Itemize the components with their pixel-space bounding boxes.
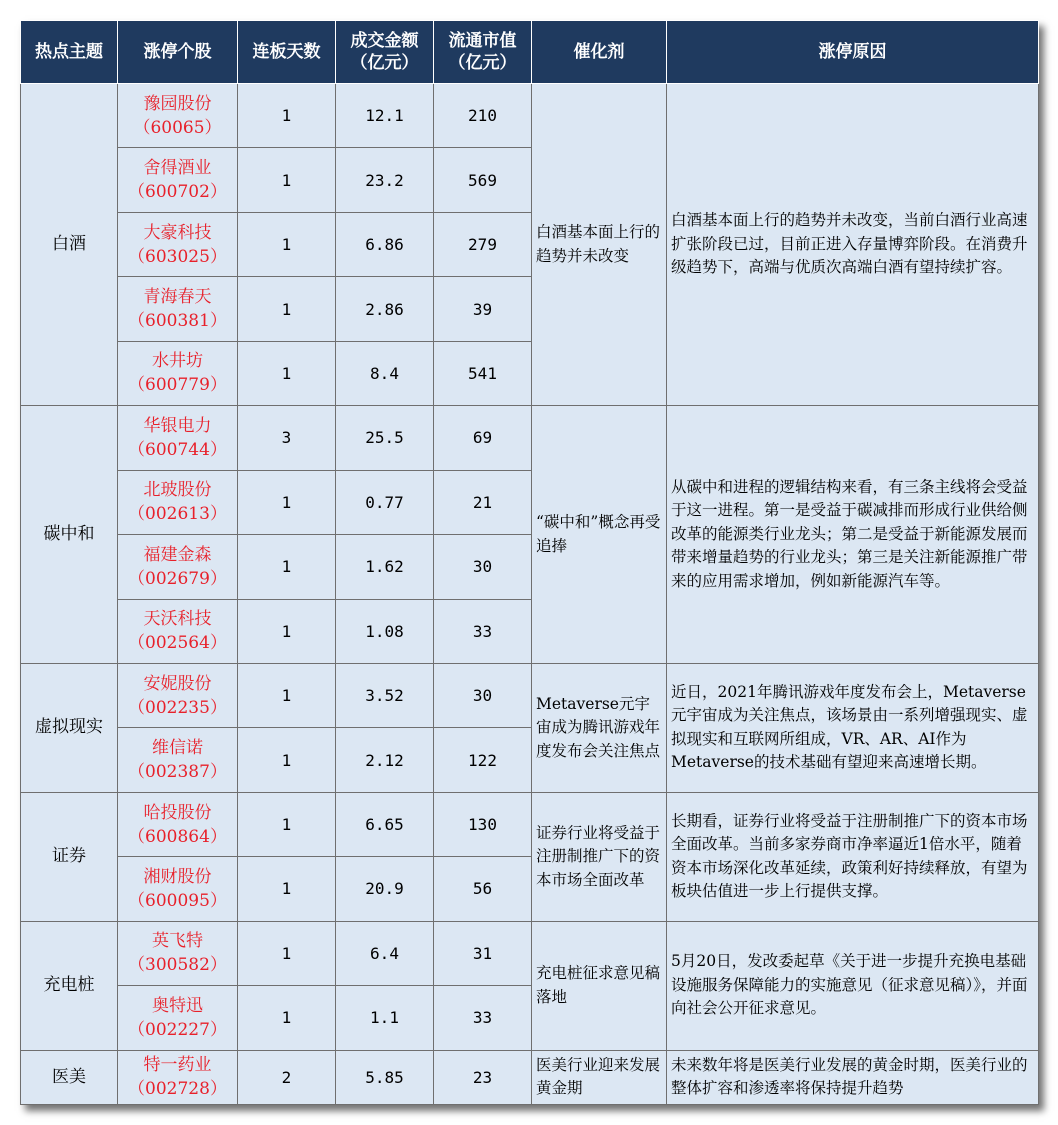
catalyst-cell: “碳中和”概念再受追捧	[532, 406, 667, 664]
consecutive-days-cell: 3	[238, 406, 336, 470]
stock-name: 华银电力	[143, 415, 212, 436]
stock-cell	[118, 857, 238, 921]
stock-cell	[118, 148, 238, 212]
stock-row	[21, 792, 1039, 856]
reason-cell: 白酒基本面上行的趋势并未改变，当前白酒行业高速扩张阶段已过，目前正进入存量博弈阶段。在消费升级趋势下，高端与优质次高端白酒有望持续扩容。	[667, 84, 1039, 406]
consecutive-days-cell: 1	[238, 148, 336, 212]
header-turnover-line1: 成交金额	[350, 31, 419, 51]
turnover-cell: 8.4	[336, 341, 434, 405]
stock-row	[21, 406, 1039, 470]
reason-cell: 5月20日，发改委起草《关于进一步提升充换电基础设施服务保障能力的实施意见（征求意见稿）》，并面向社会公开征求意见。	[667, 921, 1039, 1050]
market-cap-cell: 56	[434, 857, 532, 921]
catalyst-cell: 证券行业将受益于注册制推广下的资本市场全面改革	[532, 792, 667, 921]
market-cap-cell: 30	[434, 535, 532, 599]
stock-code: （300582）	[128, 955, 227, 976]
catalyst-cell: Metaverse元宇宙成为腾讯游戏年度发布会关注焦点	[532, 663, 667, 792]
consecutive-days-cell: 1	[238, 277, 336, 341]
header-stock: 涨停个股	[118, 21, 238, 84]
stock-name: 湘财股份	[143, 866, 212, 887]
consecutive-days-cell: 2	[238, 1050, 336, 1104]
reason-cell: 长期看，证券行业将受益于注册制推广下的资本市场全面改革。当前多家券商市净率逼近1倍水平，随着资本市场深化改革延续，政策利好持续释放，有望为板块估值进一步上行提供支撑。	[667, 792, 1039, 921]
turnover-cell: 2.86	[336, 277, 434, 341]
market-cap-cell: 33	[434, 986, 532, 1050]
market-cap-cell: 21	[434, 470, 532, 534]
stock-name: 英飞特	[152, 931, 203, 952]
stock-name: 豫园股份	[143, 93, 212, 114]
header-mcap-line2: （亿元）	[448, 53, 517, 73]
stock-name: 天沃科技	[143, 609, 212, 630]
stock-name: 水井坊	[152, 351, 203, 372]
stock-name: 哈投股份	[143, 802, 212, 823]
turnover-cell: 20.9	[336, 857, 434, 921]
turnover-cell: 1.08	[336, 599, 434, 663]
stock-cell	[118, 663, 238, 727]
header-mcap-line1: 流通市值	[448, 31, 517, 51]
turnover-cell: 6.86	[336, 212, 434, 276]
consecutive-days-cell: 1	[238, 535, 336, 599]
market-cap-cell: 33	[434, 599, 532, 663]
stock-name: 大豪科技	[143, 222, 212, 243]
consecutive-days-cell: 1	[238, 663, 336, 727]
stock-code: （002564）	[128, 633, 227, 654]
header-row	[21, 21, 1039, 84]
stock-code: （603025）	[128, 246, 227, 267]
turnover-cell: 25.5	[336, 406, 434, 470]
market-cap-cell: 30	[434, 663, 532, 727]
market-cap-cell: 39	[434, 277, 532, 341]
stock-cell	[118, 470, 238, 534]
header-turnover	[336, 21, 434, 84]
stock-name: 北玻股份	[143, 480, 212, 501]
theme-cell: 虚拟现实	[21, 663, 118, 792]
catalyst-cell: 医美行业迎来发展黄金期	[532, 1050, 667, 1104]
theme-cell: 充电桩	[21, 921, 118, 1050]
market-cap-cell: 541	[434, 341, 532, 405]
market-cap-cell: 569	[434, 148, 532, 212]
turnover-cell: 23.2	[336, 148, 434, 212]
consecutive-days-cell: 1	[238, 599, 336, 663]
consecutive-days-cell: 1	[238, 341, 336, 405]
stock-cell	[118, 341, 238, 405]
stock-row	[21, 921, 1039, 985]
stock-code: （600864）	[128, 826, 227, 847]
theme-cell: 白酒	[21, 84, 118, 406]
turnover-cell: 1.1	[336, 986, 434, 1050]
stock-cell	[118, 986, 238, 1050]
stock-name: 特一药业	[143, 1055, 212, 1076]
turnover-cell: 3.52	[336, 663, 434, 727]
stock-cell	[118, 406, 238, 470]
stock-code: （002679）	[128, 568, 227, 589]
stock-code: （600095）	[128, 890, 227, 911]
stock-code: （002728）	[128, 1079, 227, 1100]
stock-name: 舍得酒业	[143, 158, 212, 179]
reason-cell: 近日，2021年腾讯游戏年度发布会上，Metaverse元宇宙成为关注焦点，该场景由一系列增强现实、虚拟现实和互联网所组成，VR、AR、AI作为Metaverse的技术基础有望迎来高速增长期。	[667, 663, 1039, 792]
theme-cell: 证券	[21, 792, 118, 921]
header-theme: 热点主题	[21, 21, 118, 84]
header-catalyst: 催化剂	[532, 21, 667, 84]
stock-row	[21, 1050, 1039, 1104]
theme-cell: 碳中和	[21, 406, 118, 664]
theme-cell: 医美	[21, 1050, 118, 1104]
consecutive-days-cell: 1	[238, 792, 336, 856]
stock-cell	[118, 1050, 238, 1104]
stock-code: （002387）	[128, 762, 227, 783]
turnover-cell: 1.62	[336, 535, 434, 599]
consecutive-days-cell: 1	[238, 986, 336, 1050]
turnover-cell: 6.65	[336, 792, 434, 856]
turnover-cell: 0.77	[336, 470, 434, 534]
stock-code: （002235）	[128, 697, 227, 718]
market-cap-cell: 69	[434, 406, 532, 470]
stock-code: （600779）	[128, 375, 227, 396]
limit-up-stocks-table	[20, 20, 1039, 1105]
stock-code: （002613）	[128, 504, 227, 525]
stock-code: （002227）	[128, 1019, 227, 1040]
catalyst-cell: 充电桩征求意见稿落地	[532, 921, 667, 1050]
reason-cell: 未来数年将是医美行业发展的黄金时期，医美行业的整体扩容和渗透率将保持提升趋势	[667, 1050, 1039, 1104]
consecutive-days-cell: 1	[238, 84, 336, 148]
table-body	[21, 84, 1039, 1105]
header-days: 连板天数	[238, 21, 336, 84]
consecutive-days-cell: 1	[238, 728, 336, 792]
consecutive-days-cell: 1	[238, 470, 336, 534]
stock-cell	[118, 84, 238, 148]
turnover-cell: 6.4	[336, 921, 434, 985]
consecutive-days-cell: 1	[238, 212, 336, 276]
stock-row	[21, 663, 1039, 727]
market-cap-cell: 279	[434, 212, 532, 276]
stock-name: 福建金森	[143, 544, 212, 565]
stock-code: （600702）	[128, 182, 227, 203]
stock-name: 奥特迅	[152, 995, 203, 1016]
market-cap-cell: 23	[434, 1050, 532, 1104]
market-cap-cell: 31	[434, 921, 532, 985]
stock-code: （60065）	[133, 117, 222, 138]
stock-cell	[118, 728, 238, 792]
market-cap-cell: 210	[434, 84, 532, 148]
turnover-cell: 12.1	[336, 84, 434, 148]
consecutive-days-cell: 1	[238, 857, 336, 921]
stock-name: 维信诺	[152, 738, 203, 759]
stock-code: （600744）	[128, 439, 227, 460]
reason-cell: 从碳中和进程的逻辑结构来看，有三条主线将会受益于这一进程。第一是受益于碳减排而形成行业供给侧改革的能源类行业龙头；第二是受益于新能源发展而带来增量趋势的行业龙头；第三是关注新能源推广带来的应用需求增加，例如新能源汽车等。	[667, 406, 1039, 664]
stock-cell	[118, 921, 238, 985]
stock-cell	[118, 535, 238, 599]
stock-cell	[118, 212, 238, 276]
header-turnover-line2: （亿元）	[350, 53, 419, 73]
catalyst-cell: 白酒基本面上行的趋势并未改变	[532, 84, 667, 406]
stock-cell	[118, 792, 238, 856]
stock-cell	[118, 599, 238, 663]
turnover-cell: 5.85	[336, 1050, 434, 1104]
stock-cell	[118, 277, 238, 341]
stock-row	[21, 84, 1039, 148]
consecutive-days-cell: 1	[238, 921, 336, 985]
header-market-cap	[434, 21, 532, 84]
market-cap-cell: 130	[434, 792, 532, 856]
stock-name: 青海春天	[143, 287, 212, 308]
header-reason: 涨停原因	[667, 21, 1039, 84]
stock-code: （600381）	[128, 311, 227, 332]
stock-name: 安妮股份	[143, 673, 212, 694]
turnover-cell: 2.12	[336, 728, 434, 792]
market-cap-cell: 122	[434, 728, 532, 792]
